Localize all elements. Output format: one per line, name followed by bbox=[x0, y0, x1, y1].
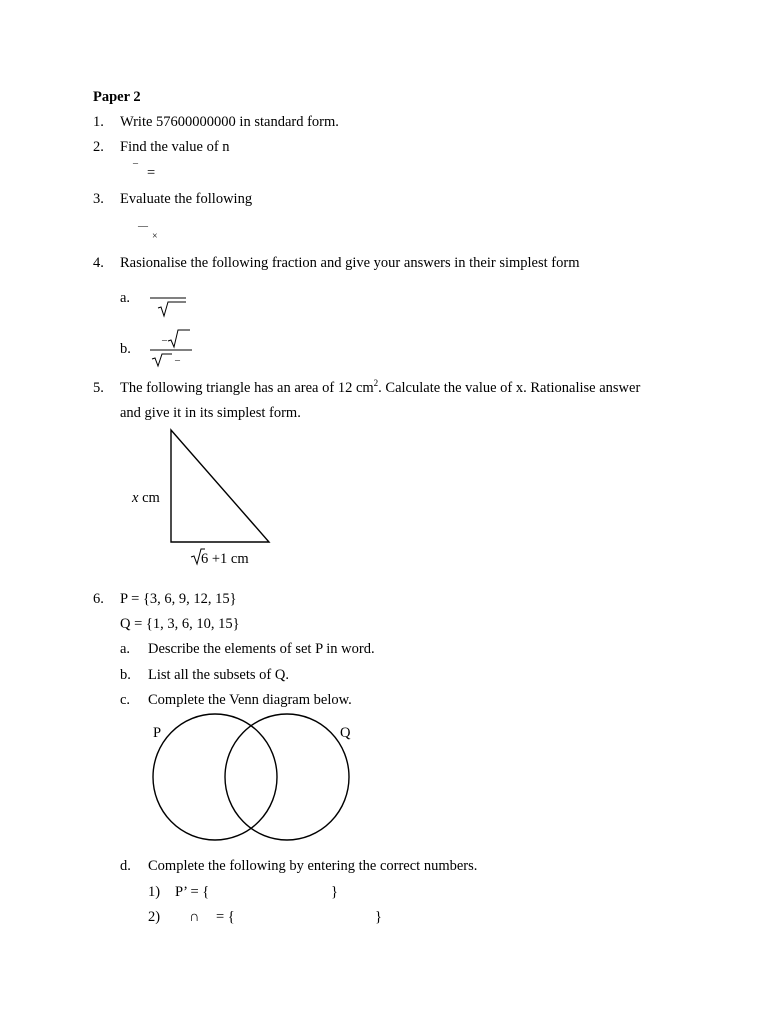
q4-number: 4. bbox=[93, 255, 104, 271]
q5-text-line1 bbox=[120, 378, 641, 396]
q6d2-text: = { bbox=[216, 909, 235, 925]
q6a-label: a. bbox=[120, 641, 131, 657]
q3-fraction-marks: –– bbox=[138, 221, 148, 232]
venn-diagram bbox=[145, 720, 360, 850]
q5-text-line1-end: . Calculate the value of x. Rationalise answer bbox=[378, 380, 641, 396]
q4a-fraction bbox=[148, 290, 192, 320]
triangle-base-label bbox=[201, 552, 249, 567]
q2-text: Find the value of n bbox=[120, 139, 230, 155]
q4b-label: b. bbox=[120, 341, 131, 357]
triangle-base-radicand: 6 bbox=[201, 551, 209, 567]
q4b-minus-top: – bbox=[162, 335, 167, 346]
right-triangle-figure bbox=[160, 420, 280, 550]
q3-text: Evaluate the following bbox=[120, 191, 253, 207]
q3-times-sign: × bbox=[152, 231, 158, 242]
q3-number: 3. bbox=[93, 191, 104, 207]
q6c-text: Complete the Venn diagram below. bbox=[148, 692, 352, 708]
q2-equation-equals: = bbox=[147, 165, 156, 181]
q6d-text: Complete the following by entering the correct numbers. bbox=[148, 858, 478, 874]
q6c-label: c. bbox=[120, 692, 131, 708]
venn-label-q: Q bbox=[340, 725, 351, 741]
q6d2-close-brace: } bbox=[375, 909, 382, 925]
triangle-height-var: x bbox=[132, 490, 139, 506]
set-p-definition: P = {3, 6, 9, 12, 15} bbox=[120, 591, 237, 607]
q1-text: Write 57600000000 in standard form. bbox=[120, 114, 339, 130]
triangle-base-rest: +1 cm bbox=[208, 551, 249, 567]
q4b-minus-bottom: – bbox=[175, 355, 180, 366]
q6b-label: b. bbox=[120, 667, 131, 683]
q2-number: 2. bbox=[93, 139, 104, 155]
q5-text-line1-start: The following triangle has an area of 12 cm bbox=[120, 380, 374, 396]
q6d1-text: P’ = { bbox=[175, 884, 210, 900]
q5-number: 5. bbox=[93, 380, 104, 396]
q6d1-close-brace: } bbox=[331, 884, 338, 900]
triangle-height-unit: cm bbox=[138, 490, 160, 506]
set-q-definition: Q = {1, 3, 6, 10, 15} bbox=[120, 616, 240, 632]
q6d-label: d. bbox=[120, 858, 131, 874]
q1-number: 1. bbox=[93, 114, 104, 130]
triangle-height-label bbox=[132, 491, 160, 506]
q6a-text: Describe the elements of set P in word. bbox=[148, 641, 375, 657]
q4b-fraction bbox=[148, 327, 196, 369]
venn-label-p: P bbox=[153, 725, 162, 741]
paper-title: Paper 2 bbox=[93, 89, 141, 105]
q4a-label: a. bbox=[120, 290, 131, 306]
q6d2-intersection-sign: ∩ bbox=[189, 909, 200, 925]
q5-superscript: 2 bbox=[373, 378, 379, 389]
q6d2-number: 2) bbox=[148, 909, 161, 925]
q5-text-line2: and give it in its simplest form. bbox=[120, 405, 301, 421]
q6b-text: List all the subsets of Q. bbox=[148, 667, 289, 683]
q4-text: Rasionalise the following fraction and give your answers in their simplest form bbox=[120, 255, 580, 271]
q2-equation-bar: ¯ bbox=[133, 163, 138, 174]
q6-number: 6. bbox=[93, 591, 104, 607]
q6d1-number: 1) bbox=[148, 884, 161, 900]
